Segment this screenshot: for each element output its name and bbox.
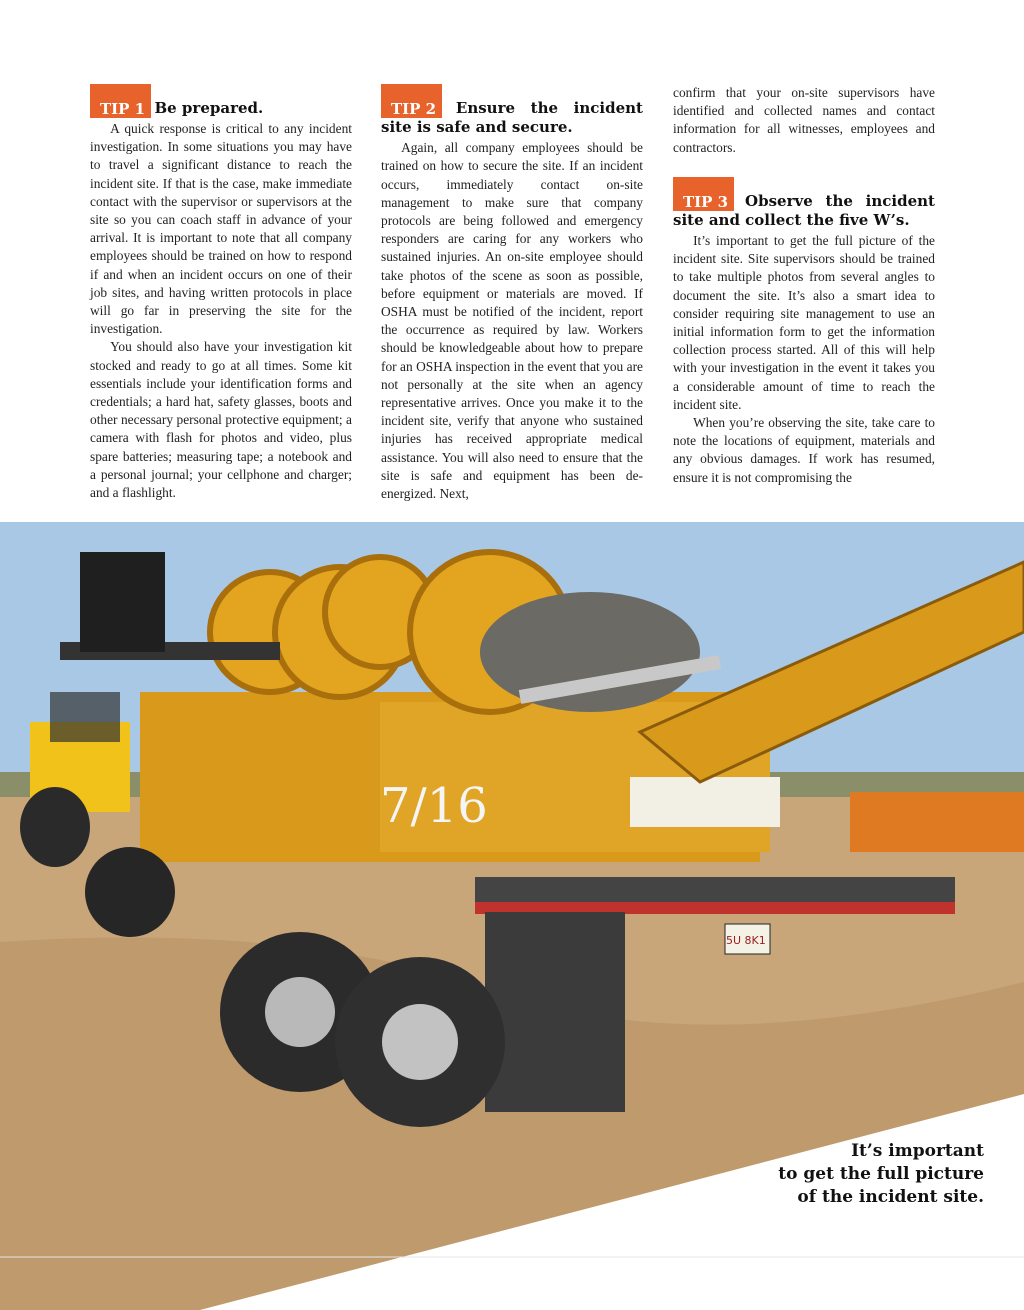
tip-2-badge: TIP 2 — [381, 84, 442, 118]
photo-caption — [778, 1140, 984, 1209]
tip-1-paragraph: You should also have your investigation kit stocked and ready to go at all times. Some kit essentials include your identification forms and credentials; a hard hat, safety glasses, boots and other necessary personal protective equipment; a camera with flash for photos and video, plus spare batteries; measuring tape; a notebook and a personal journal; your cellphone and charger; and a flashlight. — [90, 339, 352, 501]
tip-3-title: Observe the incident site and collect the five W’s. — [673, 191, 935, 229]
tip-3-heading — [673, 177, 935, 230]
caption-line: to get the full picture — [778, 1164, 984, 1184]
tip-2-paragraph: Again, all company employees should be trained on how to secure the site. If an incident occurs, immediately contact on-site management to make sure that company protocols are being followed and emergency responders are caring for any workers who sustained injuries. An on-site employee should take photos of the scene as soon as possible, before equipment or materials are moved. If OSHA must be notified of the incident, report the occurrence as required by law. Workers should be knowledgeable about how to prepare for an OSHA inspection in the event that you are not personally at the site when an agency representative arrives. Once you make it to the incident site, verify that anyone who sustained injuries has received appropriate medical assistance. You will also need to ensure that the site is safe and equipment has been de-energized. Next, — [381, 140, 643, 502]
column-3 — [673, 84, 935, 487]
column-1 — [90, 84, 352, 502]
tip-1-heading — [90, 84, 352, 118]
tip-2-heading — [381, 84, 643, 137]
truck-marking: 7/16 — [380, 778, 488, 834]
license-plate: 5U 8K1 — [726, 934, 766, 947]
tip-1-badge: TIP 1 — [90, 84, 151, 118]
caption-line: of the incident site. — [797, 1187, 984, 1207]
tip-3-paragraph: When you’re observing the site, take care to note the locations of equipment, materials and any obvious damages. If work has resumed, ensure it is not compromising the — [673, 415, 935, 485]
tip-3-badge: TIP 3 — [673, 177, 734, 211]
tip-1-title: Be prepared. — [154, 98, 264, 117]
tip-2-title: Ensure the incident site is safe and secure. — [381, 98, 643, 136]
column-2 — [381, 84, 643, 503]
caption-line: It’s important — [851, 1141, 984, 1161]
tip-1-paragraph: A quick response is critical to any incident investigation. In some situations you may have to travel a significant distance to reach the incident site. If that is the case, make immediate contact with the supervisor or supervisors at the site so you can coach staff in advance of your arrival. It is important to note that all company employees should be trained on how to respond if and when an incident occurs on one of their job sites, and having written protocols in place will go far in preserving the site for the investigation. — [90, 121, 352, 337]
tip-3-paragraph: It’s important to get the full picture of the incident site. Site supervisors should be trained to take multiple photos from several angles to document the site. It’s also a smart idea to consider requiring site management to use an initial information form to get the information collection process started. All of this will help with your investigation in the event it takes you a considerable amount of time to reach the incident site. — [673, 233, 935, 412]
tip-2-continuation: confirm that your on-site supervisors have identified and collected names and contact information for all witnesses, employees and contractors. — [673, 85, 935, 155]
